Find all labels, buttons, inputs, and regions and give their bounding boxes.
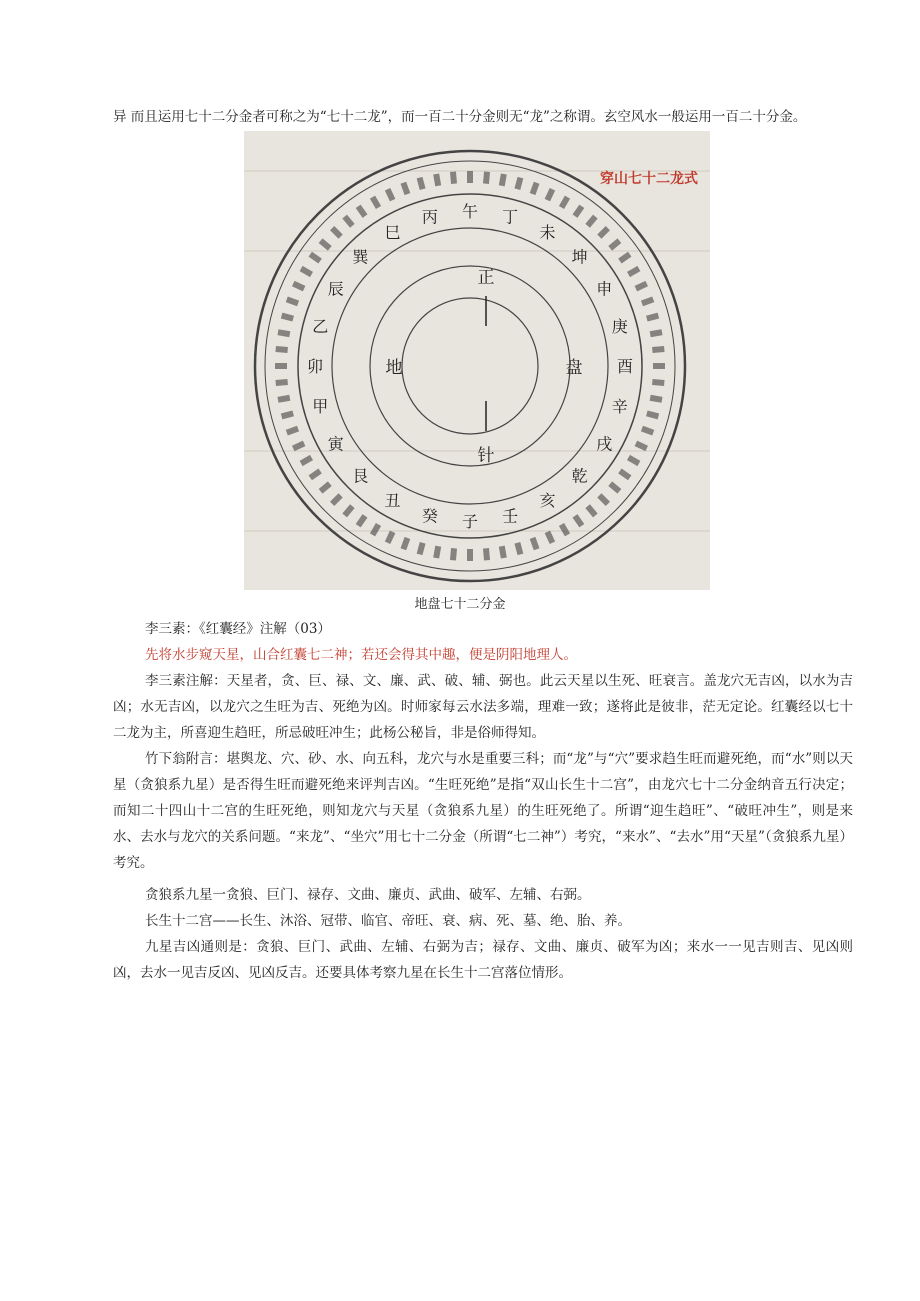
ring-72-mark bbox=[483, 171, 490, 183]
ring-72-mark bbox=[286, 426, 299, 436]
ring-72-mark bbox=[309, 252, 322, 264]
center-zheng: 正 bbox=[477, 268, 495, 288]
ring-72-mark bbox=[467, 549, 473, 561]
ring-72-mark bbox=[530, 182, 540, 195]
ring-72-mark bbox=[319, 238, 332, 250]
ring-72-mark bbox=[342, 215, 354, 228]
ring-24-label: 酉 bbox=[616, 357, 634, 376]
ring-72-mark bbox=[342, 504, 354, 517]
ring-72-mark bbox=[514, 542, 523, 555]
ring-24-label: 申 bbox=[596, 279, 613, 299]
ring-24-label: 辰 bbox=[327, 279, 344, 299]
paragraph-4: 长生十二宫——长生、沐浴、冠带、临官、帝旺、衰、病、死、墓、绝、胎、养。 bbox=[145, 913, 631, 929]
ring-24-label: 癸 bbox=[421, 506, 438, 526]
ring-24-label: 庚 bbox=[611, 316, 628, 336]
ring-72-mark bbox=[330, 226, 343, 239]
ring-72-mark bbox=[573, 514, 585, 527]
heading-line: 李三素：《红囊经》注解（03） bbox=[145, 621, 331, 637]
figure-caption: 地盘七十二分金 bbox=[414, 597, 506, 612]
ring-24-label: 乙 bbox=[312, 316, 329, 336]
ring-72-mark bbox=[401, 537, 411, 550]
ring-24-label: 子 bbox=[461, 512, 479, 531]
figure-label: 穿山七十二龙式 bbox=[600, 171, 698, 187]
paragraph-3: 贪狼系九星一贪狼、巨门、禄存、文曲、廉贞、武曲、破军、左辅、右弼。 bbox=[145, 887, 591, 903]
ring-72-mark bbox=[385, 188, 396, 201]
ring-72-mark bbox=[275, 379, 287, 386]
ring-72-mark bbox=[277, 329, 290, 337]
ring-24-label: 未 bbox=[539, 222, 556, 242]
ring-72-mark bbox=[275, 363, 287, 369]
ring-24-label: 亥 bbox=[539, 491, 556, 511]
ring-72-mark bbox=[646, 313, 659, 322]
ring-72-mark bbox=[277, 395, 290, 403]
ring-24-label: 丙 bbox=[421, 207, 438, 227]
ring-72-mark bbox=[450, 171, 457, 183]
ring-72-mark bbox=[467, 171, 473, 183]
ring-72-mark bbox=[385, 531, 396, 544]
ring-72-mark bbox=[433, 546, 441, 559]
ring-72-mark bbox=[370, 523, 381, 536]
ring-24-label: 寅 bbox=[327, 434, 344, 454]
ring-24-label: 丁 bbox=[502, 207, 519, 227]
ring-72-mark bbox=[309, 469, 322, 481]
ring-72-mark bbox=[641, 297, 654, 307]
ring-72-mark bbox=[618, 469, 631, 481]
ring-72-mark bbox=[281, 410, 294, 419]
ring-72-mark bbox=[417, 542, 426, 555]
ring-24-label: 卯 bbox=[306, 357, 324, 376]
ring-72-mark bbox=[641, 426, 654, 436]
ring-72-mark bbox=[281, 313, 294, 322]
ring-72-mark bbox=[635, 441, 648, 452]
ring-72-mark bbox=[275, 346, 287, 353]
ring-72-mark bbox=[545, 531, 556, 544]
quote-line: 先将水步窥天星，山合红囊七二神；若还会得其中趣，便是阴阳地理人。 bbox=[145, 647, 577, 663]
ring-center bbox=[402, 298, 538, 434]
ring-72-mark bbox=[292, 441, 305, 452]
ring-24-label: 丑 bbox=[384, 491, 401, 511]
ring-24-label: 乾 bbox=[571, 466, 588, 486]
compass-diagram bbox=[244, 131, 710, 590]
ring-outer-inner bbox=[265, 161, 675, 571]
paragraph-1: 李三素注解：天星者，贪、巨、禄、文、廉、武、破、辅、弼也。此云天星以生死、旺衰言。盖龙穴无吉凶，以水为吉凶；水无吉凶，以龙穴之生旺为吉、死绝为凶。时师家每云水法多端，理难一致；遂将此是彼非，茫无定论。红囊经以七十二龙为主，所喜迎生趋旺，所忌破旺冲生；此杨公秘旨，非是俗师得知。 bbox=[113, 673, 853, 741]
ring-24-label: 戌 bbox=[596, 434, 613, 454]
center-di: 地 bbox=[385, 358, 403, 378]
ring-72-mark bbox=[652, 379, 664, 386]
ring-72-mark bbox=[650, 329, 663, 337]
ring-72-mark bbox=[292, 281, 305, 292]
ring-72-mark bbox=[627, 455, 640, 466]
ring-72 bbox=[298, 194, 642, 538]
ring-72-mark bbox=[401, 182, 411, 195]
ring-72-mark bbox=[608, 238, 621, 250]
ring-72-mark bbox=[483, 548, 490, 560]
ring-72-mark bbox=[433, 173, 441, 186]
ring-72-mark bbox=[652, 346, 664, 353]
ring-72-mark bbox=[499, 173, 507, 186]
ring-24-label: 艮 bbox=[352, 466, 369, 486]
ring-24-label: 甲 bbox=[312, 397, 329, 417]
ring-72-mark bbox=[597, 226, 610, 239]
ring-72-mark bbox=[650, 395, 663, 403]
ring-72-mark bbox=[559, 196, 570, 209]
ring-24-label: 坤 bbox=[571, 247, 588, 267]
paragraph-2: 竹下翁附言：堪舆龙、穴、砂、水、向五科，龙穴与水是重要三科；而“龙”与“穴”要求趋生旺而避死绝，而“水”则以天星（贪狼系九星）是否得生旺而避死绝来评判吉凶。“生旺死绝”是指“双山长生十二宫”，由龙穴七十二分金纳音五行决定；而知二十四山十二宫的生旺死绝，则知龙穴与天星（贪狼系九星）的生旺死绝了。所谓“迎生趋旺”、“破旺冲生”，则是来水、去水与龙穴的关系问题。“来龙”、“坐穴”用七十二分金（所谓“七二神”）考究，“来水”、“去水”用“天星”（贪狼系九星）考究。 bbox=[113, 751, 853, 871]
ring-72-mark bbox=[300, 455, 313, 466]
ring-72-mark bbox=[573, 205, 585, 218]
ring-72-mark bbox=[514, 177, 523, 190]
ring-72-mark bbox=[356, 514, 368, 527]
ring-72-mark bbox=[653, 363, 665, 369]
ring-72-mark bbox=[585, 215, 597, 228]
ring-72-mark bbox=[530, 537, 540, 550]
compass-figure bbox=[244, 131, 710, 590]
ring-72-mark bbox=[356, 205, 368, 218]
ring-72-marks bbox=[275, 171, 665, 561]
ring-72-mark bbox=[450, 548, 457, 560]
center-pan: 盘 bbox=[565, 358, 583, 378]
ring-72-mark bbox=[545, 188, 556, 201]
ring-72-mark bbox=[319, 481, 332, 493]
ring-72-mark bbox=[499, 546, 507, 559]
ring-72-mark bbox=[635, 281, 648, 292]
ring-72-mark bbox=[300, 266, 313, 277]
paragraph-5: 九星吉凶通则是：贪狼、巨门、武曲、左辅、右弼为吉；禄存、文曲、廉贞、破军为凶；来水一一见吉则吉、见凶则凶，去水一见吉反凶、见凶反吉。还要具体考察九星在长生十二宫落位情形。 bbox=[113, 939, 853, 981]
ring-72-mark bbox=[330, 493, 343, 506]
ring-24-label: 壬 bbox=[502, 506, 519, 526]
ring-24-label: 辛 bbox=[611, 397, 628, 417]
ring-24-label: 巽 bbox=[352, 247, 369, 267]
ring-24-label: 午 bbox=[461, 202, 479, 221]
ring-72-mark bbox=[286, 297, 299, 307]
ring-72-mark bbox=[627, 266, 640, 277]
ring-72-mark bbox=[608, 481, 621, 493]
ring-72-mark bbox=[618, 252, 631, 264]
ring-72-mark bbox=[646, 410, 659, 419]
ring-72-mark bbox=[597, 493, 610, 506]
ring-72-mark bbox=[559, 523, 570, 536]
center-zhen: 针 bbox=[477, 446, 495, 466]
ring-72-mark bbox=[417, 177, 426, 190]
ring-72-mark bbox=[370, 196, 381, 209]
intro-line: 异 而且运用七十二分金者可称之为“七十二龙”，而一百二十分金则无“龙”之称谓。玄空风水一般运用一百二十分金。 bbox=[113, 109, 807, 125]
ring-72-mark bbox=[585, 504, 597, 517]
ring-24-label: 巳 bbox=[384, 222, 401, 242]
